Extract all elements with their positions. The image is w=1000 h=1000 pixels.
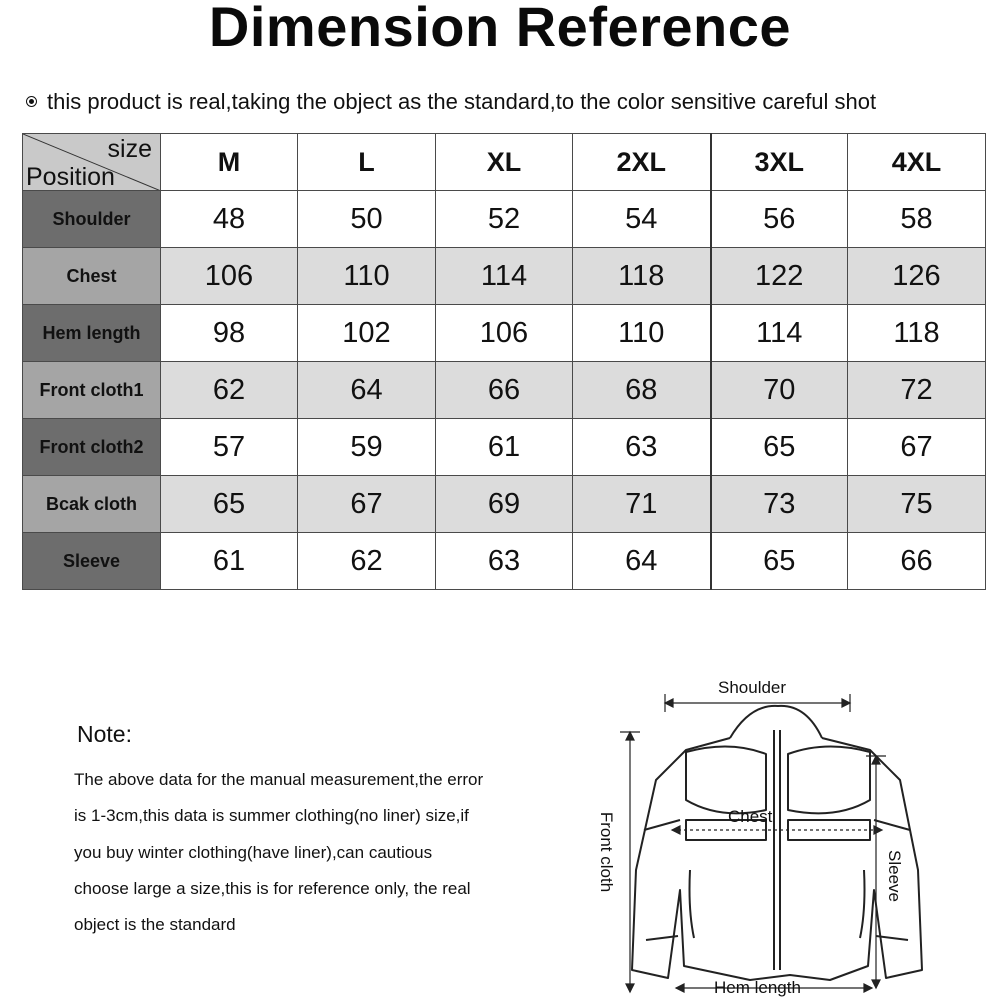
bullet-icon — [26, 96, 37, 107]
table-cell: 66 — [436, 362, 573, 419]
page-title: Dimension Reference — [208, 0, 792, 58]
table-cell: 72 — [848, 362, 986, 419]
table-cell: 114 — [436, 248, 573, 305]
size-header-2xl: 2XL — [573, 134, 711, 191]
note-line: choose large a size,this is for reference only, the real — [74, 878, 471, 898]
table-row — [23, 419, 986, 476]
table-row — [23, 533, 986, 590]
table-cell: 114 — [711, 305, 848, 362]
row-label-hem-length: Hem length — [23, 305, 161, 362]
note-line: The above data for the manual measurement,the error — [74, 770, 484, 789]
table-cell: 63 — [436, 533, 573, 590]
table-cell: 61 — [161, 533, 298, 590]
table-cell: 67 — [848, 419, 986, 476]
note-line: is 1-3cm,this data is summer clothing(no liner) size,if — [74, 806, 469, 826]
row-label-shoulder: Shoulder — [23, 191, 161, 248]
size-header-3xl: 3XL — [711, 134, 848, 191]
table-row — [23, 362, 986, 419]
table-cell: 67 — [298, 476, 436, 533]
table-cell: 61 — [436, 419, 573, 476]
diagram-label-shoulder: Shoulder — [718, 678, 787, 697]
diagram-label-front-cloth: Front cloth — [597, 811, 616, 893]
table-cell: 64 — [573, 533, 711, 590]
note-line: you buy winter clothing(have liner),can cautious — [74, 842, 433, 862]
table-cell: 54 — [573, 191, 711, 248]
table-cell: 63 — [573, 419, 711, 476]
table-cell: 118 — [573, 248, 711, 305]
table-cell: 65 — [711, 419, 848, 476]
table-cell: 118 — [848, 305, 986, 362]
table-cell: 102 — [298, 305, 436, 362]
table-cell: 65 — [161, 476, 298, 533]
table-cell: 65 — [711, 533, 848, 590]
table-cell: 106 — [436, 305, 573, 362]
table-cell: 73 — [711, 476, 848, 533]
table-cell: 126 — [848, 248, 986, 305]
table-cell: 56 — [711, 191, 848, 248]
note-line: object is the standard — [74, 915, 236, 935]
table-row — [23, 248, 986, 305]
table-cell: 48 — [161, 191, 298, 248]
table-cell: 66 — [848, 533, 986, 590]
size-header-xl: XL — [436, 134, 573, 191]
row-label-front-cloth1: Front cloth1 — [23, 362, 161, 419]
row-label-front-cloth2: Front cloth2 — [23, 419, 161, 476]
note-title: Note: — [77, 721, 132, 747]
jacket-outline-illustration — [590, 670, 990, 1000]
diagram-label-sleeve: Sleeve — [885, 850, 904, 902]
table-cell: 71 — [573, 476, 711, 533]
diagram-label-chest: Chest — [728, 807, 773, 826]
table-cell: 110 — [573, 305, 711, 362]
table-cell: 68 — [573, 362, 711, 419]
table-cell: 50 — [298, 191, 436, 248]
corner-size-label: size — [107, 135, 152, 163]
size-header-4xl: 4XL — [848, 134, 986, 191]
row-label-back-cloth: Bcak cloth — [23, 476, 161, 533]
subtitle-note — [26, 89, 876, 115]
table-cell: 62 — [298, 533, 436, 590]
table-cell: 59 — [298, 419, 436, 476]
row-label-chest: Chest — [23, 248, 161, 305]
table-cell: 58 — [848, 191, 986, 248]
size-header-l: L — [298, 134, 436, 191]
table-cell: 62 — [161, 362, 298, 419]
table-row — [23, 305, 986, 362]
table-cell: 69 — [436, 476, 573, 533]
table-row — [23, 191, 986, 248]
table-row — [23, 476, 986, 533]
row-label-sleeve: Sleeve — [23, 533, 161, 590]
note-body — [74, 762, 544, 943]
table-cell: 70 — [711, 362, 848, 419]
table-cell: 122 — [711, 248, 848, 305]
jacket-measurement-diagram — [590, 670, 990, 1000]
diagram-label-hem-length: Hem length — [714, 978, 801, 997]
table-cell: 110 — [298, 248, 436, 305]
dimension-table — [22, 133, 986, 590]
table-cell: 75 — [848, 476, 986, 533]
corner-position-label: Position — [26, 163, 115, 191]
table-cell: 98 — [161, 305, 298, 362]
table-cell: 57 — [161, 419, 298, 476]
table-cell: 64 — [298, 362, 436, 419]
table-corner-header — [23, 134, 161, 191]
size-header-m: M — [161, 134, 298, 191]
table-cell: 52 — [436, 191, 573, 248]
table-cell: 106 — [161, 248, 298, 305]
subtitle-text: this product is real,taking the object as the standard,to the color sensitive careful shot — [47, 89, 877, 114]
